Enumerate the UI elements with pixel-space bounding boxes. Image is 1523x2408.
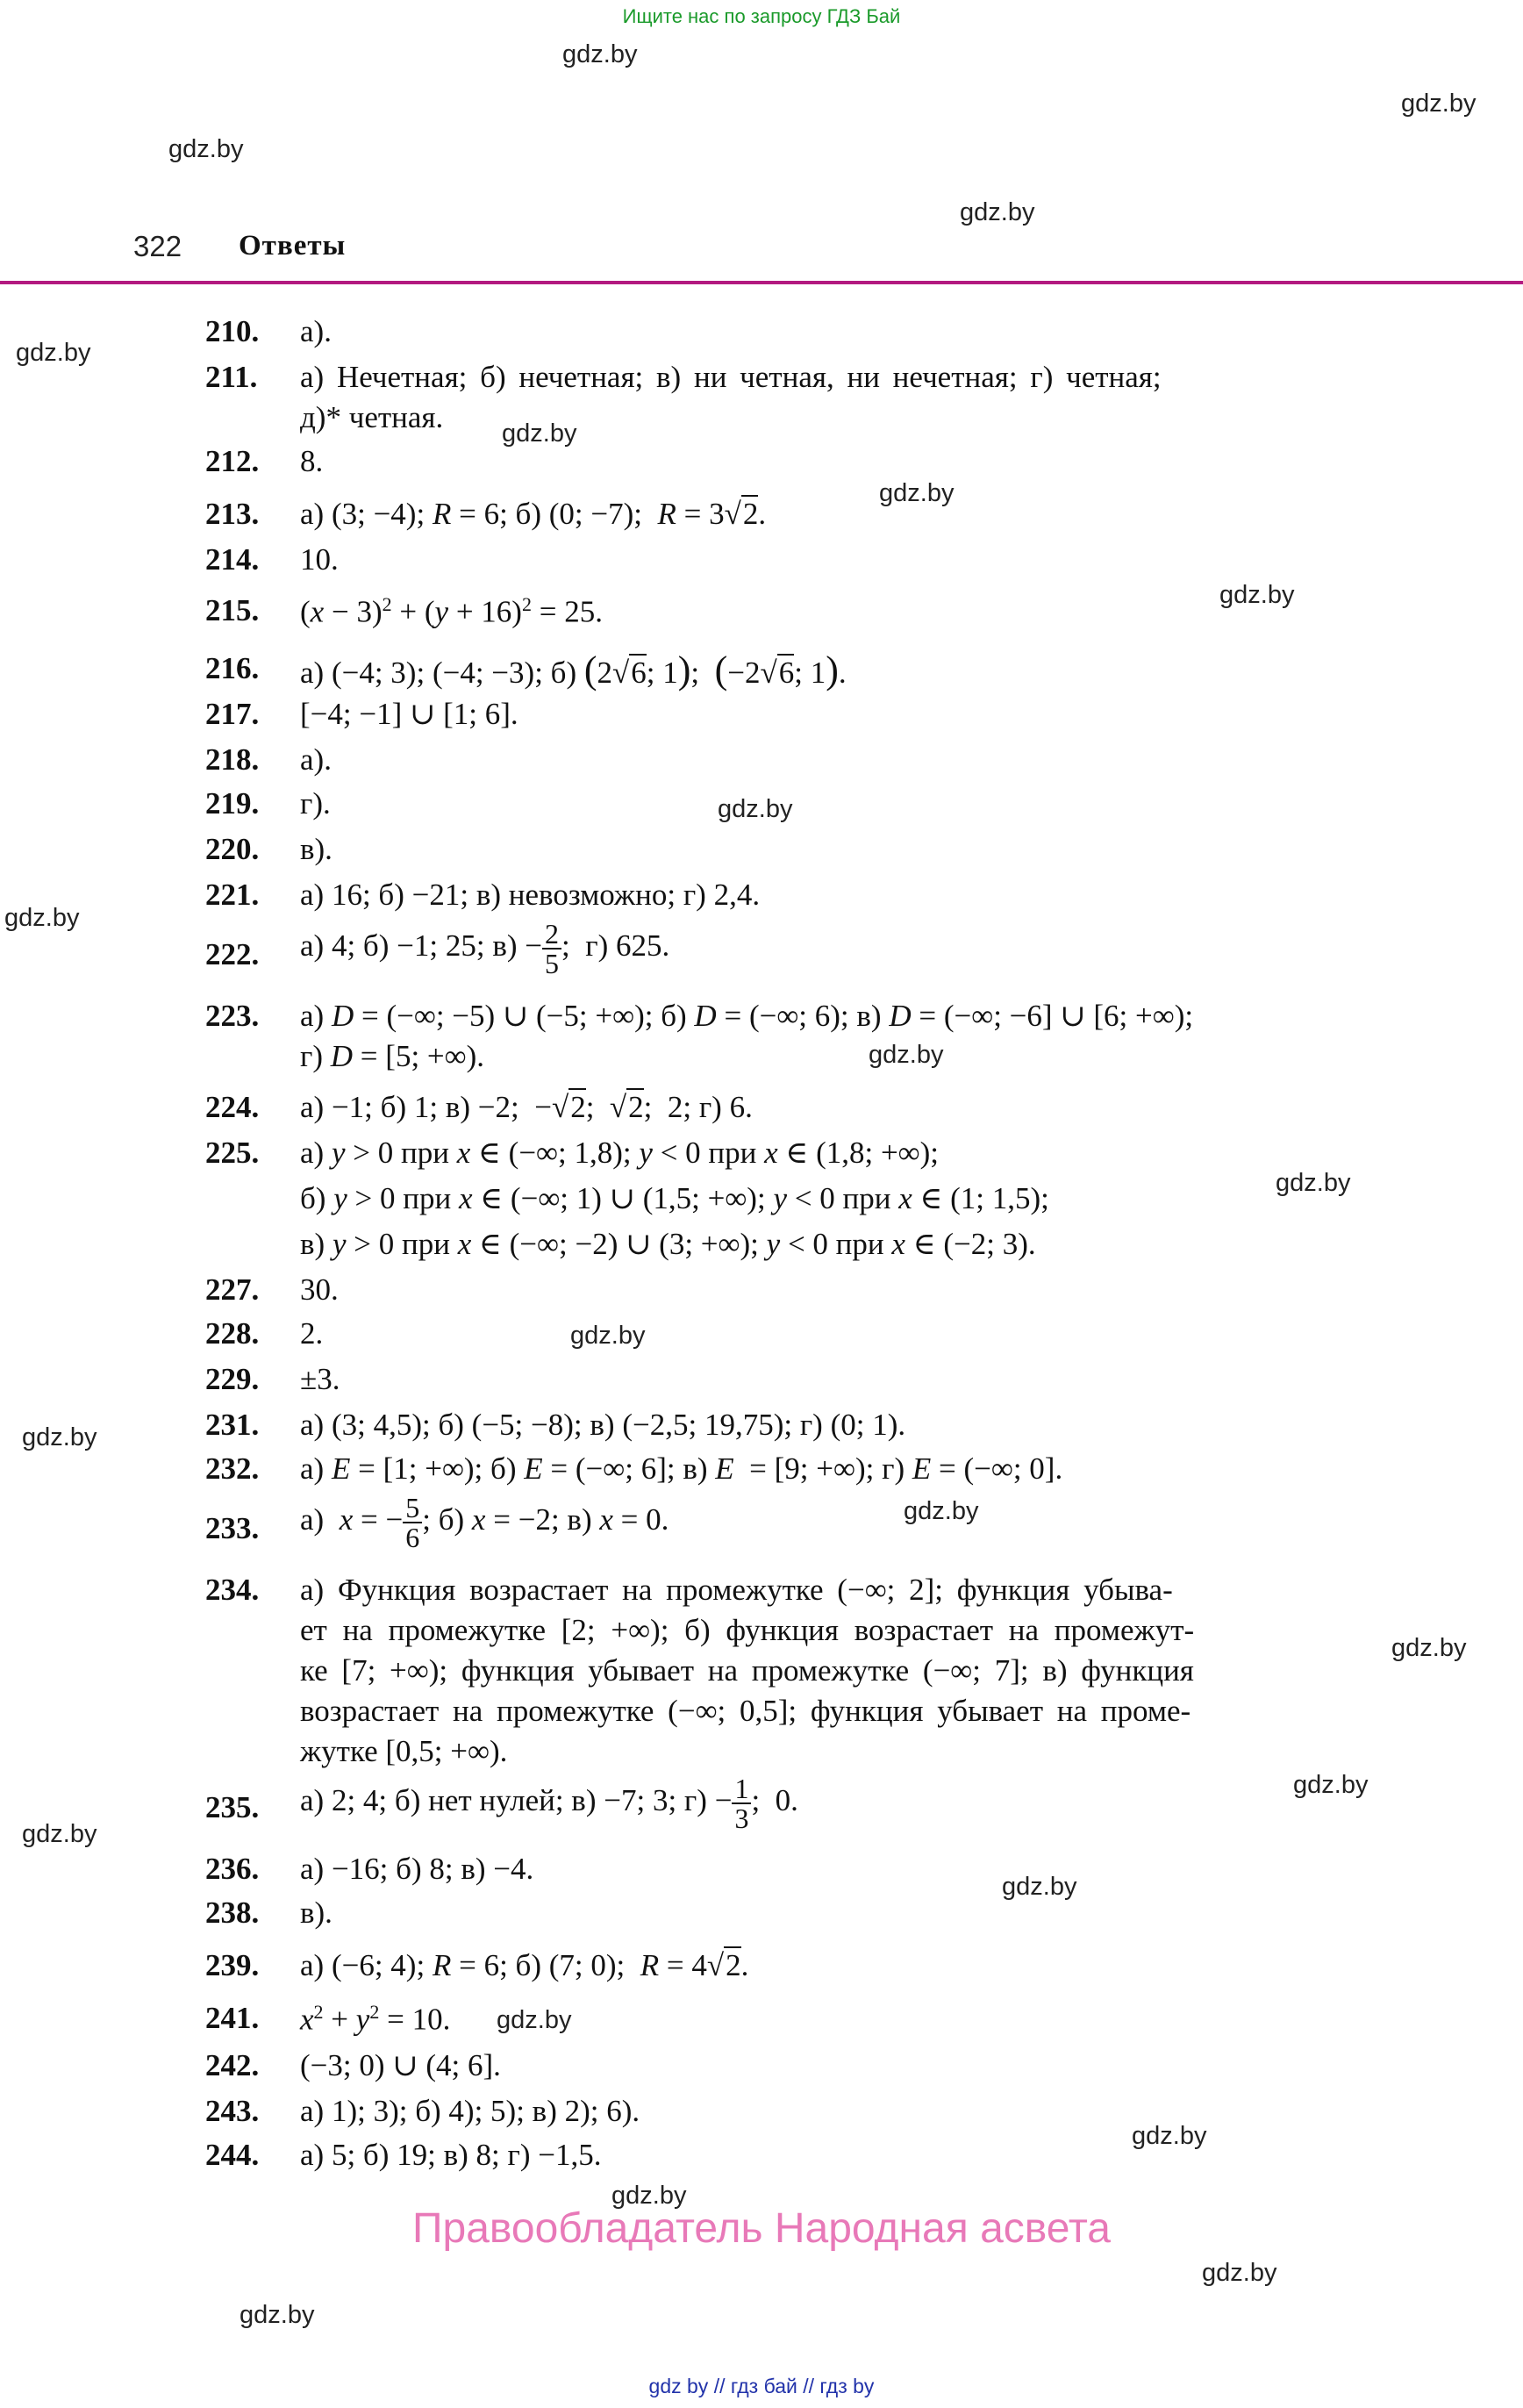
- watermark: gdz.by: [718, 795, 793, 823]
- answer-text: а) x = − $\frac{5}{6}$ ; б) x = −2; в) x = 0.: [300, 1492, 669, 1553]
- answer-text: г).: [300, 786, 331, 821]
- watermark: gdz.by: [22, 1820, 97, 1848]
- copyright-owner: Правообладатель Народная асвета: [412, 2205, 1111, 2252]
- page-number: 322: [133, 230, 182, 262]
- answer-number: 232.: [205, 1451, 260, 1486]
- answer-text: а) Нечетная; б) нечетная; в) ни четная, ни нечетная; г) четная;: [300, 360, 1162, 394]
- answer-text: 30.: [300, 1272, 339, 1307]
- answer-number: 223.: [205, 999, 260, 1033]
- watermark: gdz.by: [960, 198, 1035, 226]
- answer-number: 211.: [205, 360, 258, 394]
- answer-text: а) Функция возрастает на промежутке (−∞; 2]; функция убыва-: [300, 1573, 1173, 1607]
- answer-number: 218.: [205, 742, 260, 777]
- answer-number: 234.: [205, 1573, 260, 1607]
- answer-text: д)* четная.: [300, 400, 444, 434]
- section-title: Ответы: [239, 230, 347, 262]
- watermark: gdz.by: [1219, 581, 1295, 609]
- answer-text: а) E = [1; +∞); б) E = (−∞; 6]; в) E = [9; +∞); г) E = (−∞; 0].: [300, 1451, 1063, 1486]
- answer-number: 242.: [205, 2048, 260, 2082]
- watermark: gdz.by: [502, 419, 577, 448]
- answer-number: 213.: [205, 497, 260, 531]
- answer-text: 8.: [300, 444, 324, 478]
- answer-number: 216.: [205, 651, 260, 685]
- answer-number: 210.: [205, 314, 260, 348]
- header-rule: [0, 281, 1523, 284]
- answer-number: 231.: [205, 1408, 260, 1442]
- answer-text: а) −1; б) 1; в) −2; −√2; √2; 2; г) 6.: [300, 1090, 753, 1124]
- answer-text: а) (−6; 4); R = 6; б) (7; 0); R = 4√2.: [300, 1948, 749, 1982]
- answer-text: $x^2 + y^2 = 10$.: [300, 2001, 451, 2037]
- answer-text: а) y > 0 при x ∈ (−∞; 1,8); y < 0 при x ∈ (1,8; +∞);: [300, 1136, 940, 1170]
- watermark: gdz.by: [497, 2006, 572, 2034]
- answer-number: 214.: [205, 542, 260, 577]
- answer-text: а) (3; −4); R = 6; б) (0; −7); R = 3√2.: [300, 497, 767, 531]
- answer-text: г) D = [5; +∞).: [300, 1039, 485, 1073]
- answer-number: 222.: [205, 937, 260, 971]
- answer-text: а) (3; 4,5); б) (−5; −8); в) (−2,5; 19,75); г) (0; 1).: [300, 1408, 906, 1442]
- answer-text: а) D = (−∞; −5) ∪ (−5; +∞); б) D = (−∞; 6); в) D = (−∞; −6] ∪ [6; +∞);: [300, 999, 1194, 1033]
- watermark: gdz.by: [1276, 1169, 1351, 1197]
- watermark: gdz.by: [1002, 1873, 1077, 1901]
- answer-number: 235.: [205, 1790, 260, 1824]
- answer-text: 2.: [300, 1316, 324, 1351]
- watermark: gdz.by: [1202, 2259, 1277, 2287]
- watermark: gdz.by: [904, 1497, 979, 1525]
- answer-number: 228.: [205, 1316, 260, 1351]
- answer-text: а).: [300, 314, 332, 348]
- answer-text: жутке [0,5; +∞).: [300, 1734, 508, 1768]
- answer-number: 239.: [205, 1948, 260, 1982]
- answer-text: $(x - 3)^2 + (y + 16)^2 = 25$.: [300, 593, 603, 629]
- answer-text: 10.: [300, 542, 339, 577]
- watermark: gdz.by: [879, 479, 955, 507]
- watermark: gdz.by: [570, 1322, 646, 1350]
- answer-text: а) 1); 3); б) 4); 5); в) 2); 6).: [300, 2094, 640, 2128]
- answer-text: в).: [300, 832, 332, 866]
- answer-text: а).: [300, 742, 332, 777]
- answer-text: а) 16; б) −21; в) невозможно; г) 2,4.: [300, 878, 761, 912]
- answer-text: а) 5; б) 19; в) 8; г) −1,5.: [300, 2138, 602, 2172]
- answer-number: 217.: [205, 697, 260, 731]
- answer-number: 244.: [205, 2138, 260, 2172]
- answer-number: 241.: [205, 2001, 260, 2035]
- watermark: gdz.by: [168, 135, 244, 163]
- watermark: gdz.by: [16, 339, 91, 367]
- answer-number: 221.: [205, 878, 260, 912]
- watermark: gdz.by: [611, 2182, 687, 2210]
- answer-text: б) y > 0 при x ∈ (−∞; 1) ∪ (1,5; +∞); y < 0 при x ∈ (1; 1,5);: [300, 1181, 1049, 1215]
- answer-text: ке [7; +∞); функция убывает на промежутке (−∞; 7]; в) функция: [300, 1653, 1194, 1688]
- answer-text: ет на промежутке [2; +∞); б) функция возрастает на промежут-: [300, 1613, 1195, 1647]
- answer-number: 219.: [205, 786, 260, 821]
- watermark: gdz.by: [1401, 90, 1477, 118]
- watermark: gdz.by: [1293, 1771, 1369, 1799]
- answer-number: 224.: [205, 1090, 260, 1124]
- answer-number: 229.: [205, 1362, 260, 1396]
- top-banner[interactable]: Ищите нас по запросу ГДЗ Бай: [622, 5, 901, 27]
- answer-text: а) (−4; 3); (−4; −3); б) (2√6; 1); (−2√6; 1).: [300, 649, 847, 692]
- answer-text: (−3; 0) ∪ (4; 6].: [300, 2048, 501, 2082]
- answer-number: 243.: [205, 2094, 260, 2128]
- answer-text: ±3.: [300, 1362, 340, 1396]
- answer-number: 225.: [205, 1136, 260, 1170]
- answer-text: а) 2; 4; б) нет нулей; в) −7; 3; г) − $\frac{1}{3}$ ; 0.: [300, 1773, 798, 1834]
- answer-text: а) 4; б) −1; 25; в) − $\frac{2}{5}$ ; г) 625.: [300, 918, 670, 979]
- answer-text: возрастает на промежутке (−∞; 0,5]; функция убывает на проме-: [300, 1694, 1191, 1728]
- answer-number: 233.: [205, 1511, 260, 1545]
- answer-number: 236.: [205, 1852, 260, 1886]
- watermark: gdz.by: [1391, 1634, 1467, 1662]
- answer-text: в).: [300, 1896, 332, 1930]
- answer-number: 238.: [205, 1896, 260, 1930]
- watermark: gdz.by: [562, 40, 638, 68]
- watermark: gdz.by: [22, 1423, 97, 1451]
- answer-text: [−4; −1] ∪ [1; 6].: [300, 697, 518, 731]
- answer-number: 212.: [205, 444, 260, 478]
- watermark: gdz.by: [240, 2301, 315, 2329]
- answer-number: 227.: [205, 1272, 260, 1307]
- watermark: gdz.by: [1132, 2122, 1207, 2150]
- watermark: gdz.by: [869, 1041, 944, 1069]
- watermark: gdz.by: [4, 904, 80, 932]
- answer-text: а) −16; б) 8; в) −4.: [300, 1852, 534, 1886]
- answer-number: 220.: [205, 832, 260, 866]
- answer-text: в) y > 0 при x ∈ (−∞; −2) ∪ (3; +∞); y < 0 при x ∈ (−2; 3).: [300, 1227, 1036, 1261]
- footer-links[interactable]: gdz by // гдз бай // гдз by: [648, 2375, 875, 2397]
- answer-number: 215.: [205, 593, 260, 627]
